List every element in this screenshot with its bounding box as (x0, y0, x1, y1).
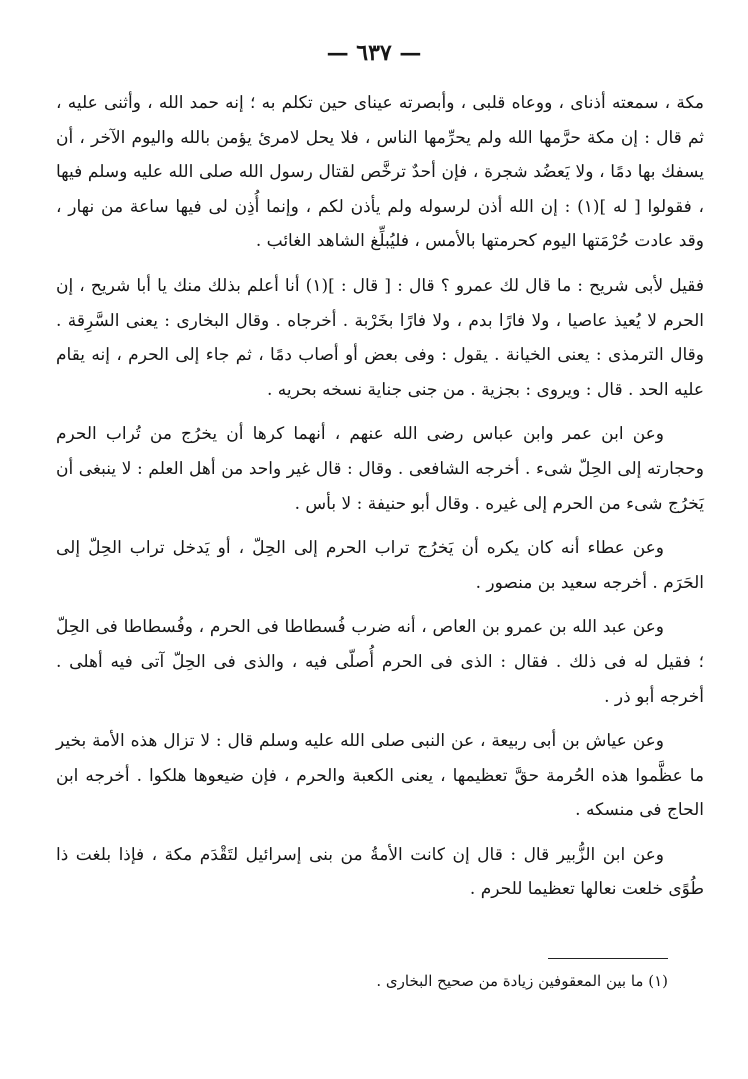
paragraph-6: وعن عياش بن أبى ربيعة ، عن النبى صلى الله عليه وسلم قال : لا تزال هذه الأمة بخير ما عظَّموا هذه الحُرمة حقَّ تعظيمها ، يعنى الكعبة والحرم ، فإن ضيعوها هلكوا . أخرجه ابن الحاج فى منسكه . (56, 731, 704, 821)
paragraph-3: وعن ابن عمر وابن عباس رضى الله عنهم ، أنهما كرها أن يخرُج من تُراب الحرم وحجارته إلى الحِلّ شىء . أخرجه الشافعى . وقال : قال غير واحد من أهل العلم : لا ينبغى أن يَخرُج شىء من الحرم إلى غيره . وقال أبو حنيفة : لا بأس . (56, 424, 704, 514)
paragraph-2: فقيل لأبى شريح : ما قال لك عمرو ؟ قال : [ قال : ](١) أنا أعلم بذلك منك يا أبا شريح ، إن الحرم لا يُعيذ عاصيا ، ولا فارًا بدم ، ولا فارًا بخَرْبة . أخرجاه . وقال البخارى : يعنى السَّرِقة . وقال الترمذى : يعنى الخيانة . يقول : وفى بعض أو أصاب دمًا ، ثم جاء إلى الحرم ، إنه يقام عليه الحد . قال : ويروى : بجزية . من جنى جناية نسخه بحريه . (56, 275, 704, 400)
paragraph-1: مكة ، سمعته أذناى ، ووعاه قلبى ، وأبصرته عيناى حين تكلم به ؛ إنه حمد الله ، وأثنى عليه ، ثم قال : إن مكة حرَّمها الله ولم يحرِّمها الناس ، فلا يحل لامرئ يؤمن بالله واليوم الآخر ، أن يسفك بها دمًا ، ولا يَعضُد شجرة ، فإن أحدٌ ترخَّص لقتال رسول الله صلى الله عليه وسلم فيها ، فقولوا [ له ](١) : إن الله أذن لرسوله ولم يأذن لكم ، وإنما أُذِن لى فيها ساعة من نهار ، وقد عادت حُرْمَتها اليوم كحرمتها بالأمس ، فليُبلِّغ الشاهد الغائب . (56, 93, 704, 252)
footnote: (١) ما بين المعقوفين زيادة من صحيح البخارى . (376, 972, 668, 990)
body-text (56, 86, 704, 917)
footnote-divider (548, 958, 668, 959)
paragraph-4: وعن عطاء أنه كان يكره أن يَخرُج تراب الحرم إلى الحِلّ ، أو يَدخل تراب الحِلّ إلى الحَرَم . أخرجه سعيد بن منصور . (56, 538, 704, 593)
paragraph-7: وعن ابن الزُّبير قال : قال إن كانت الأمةُ من بنى إسرائيل لتَقْدَم مكة ، فإذا بلغت ذا طُوًى خلعت نعالها تعظيما للحرم . (56, 844, 704, 900)
paragraph-5: وعن عبد الله بن عمرو بن العاص ، أنه ضرب فُسطاطا فى الحرم ، وفُسطاطا فى الحِلّ ؛ فقيل له فى ذلك . فقال : الذى فى الحرم أُصلّى فيه ، والذى فى الحِلّ آتى فيه أهلى . أخرجه أبو ذر . (56, 617, 704, 707)
page-number: — ٦٣٧ — (326, 40, 422, 66)
